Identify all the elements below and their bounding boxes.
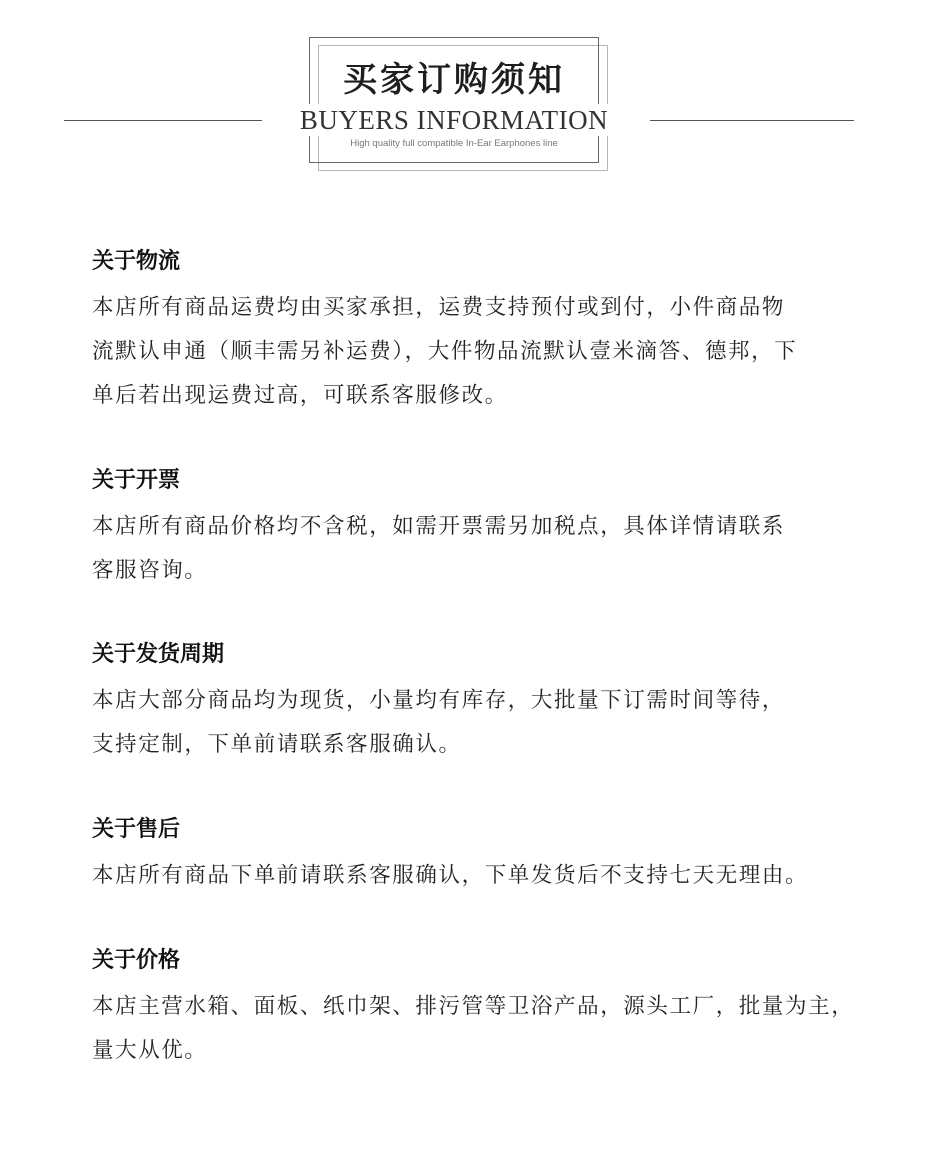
body-line: 单后若出现运费过高，可联系客服修改。 bbox=[92, 383, 508, 408]
section-body bbox=[92, 854, 872, 898]
body-line: 客服咨询。 bbox=[92, 558, 208, 583]
section-logistics bbox=[92, 246, 872, 418]
body-line: 支持定制，下单前请联系客服确认。 bbox=[92, 732, 462, 757]
header-banner bbox=[0, 0, 945, 190]
section-body bbox=[92, 679, 872, 767]
section-body bbox=[92, 985, 872, 1073]
section-title: 关于发货周期 bbox=[92, 642, 225, 667]
body-line: 本店所有商品运费均由买家承担，运费支持预付或到付，小件商品物 bbox=[92, 295, 786, 320]
section-title: 关于物流 bbox=[92, 249, 181, 274]
body-line: 本店大部分商品均为现货，小量均有库存，大批量下订需时间等待， bbox=[92, 688, 786, 713]
page-title: 买家订购须知 bbox=[343, 60, 565, 100]
section-body bbox=[92, 286, 872, 418]
section-after-sales bbox=[92, 814, 872, 898]
section-shipping-period bbox=[92, 639, 872, 767]
page-subtitle: High quality full compatible In-Ear Earphones line bbox=[350, 138, 558, 149]
section-invoice bbox=[92, 465, 872, 593]
body-line: 量大从优。 bbox=[92, 1038, 208, 1063]
section-title: 关于售后 bbox=[92, 817, 181, 842]
section-title: 关于开票 bbox=[92, 468, 181, 493]
right-divider-line bbox=[650, 120, 854, 121]
body-line: 流默认申通（顺丰需另补运费），大件物品流默认壹米滴答、德邦，下 bbox=[92, 339, 798, 364]
section-price bbox=[92, 945, 872, 1073]
section-title: 关于价格 bbox=[92, 948, 181, 973]
page-title-english: BUYERS INFORMATION bbox=[262, 104, 646, 136]
section-body bbox=[92, 505, 872, 593]
body-line: 本店所有商品价格均不含税，如需开票需另加税点，具体详情请联系 bbox=[92, 514, 786, 539]
body-line: 本店所有商品下单前请联系客服确认，下单发货后不支持七天无理由。 bbox=[92, 863, 809, 888]
left-divider-line bbox=[64, 120, 268, 121]
body-line: 本店主营水箱、面板、纸巾架、排污管等卫浴产品，源头工厂，批量为主， bbox=[92, 994, 855, 1019]
